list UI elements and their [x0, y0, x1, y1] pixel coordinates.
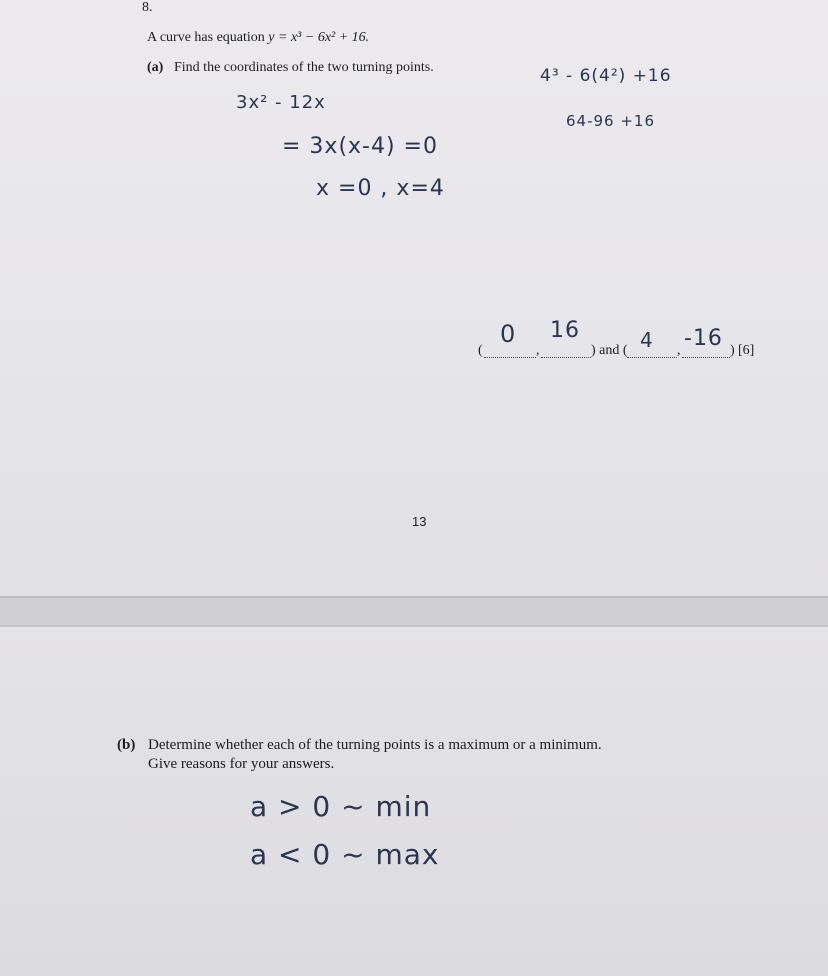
- question-intro: [147, 30, 369, 46]
- part-b-label: (b): [117, 737, 136, 753]
- hand-roots: x =0 , x=4: [316, 176, 445, 201]
- page-number: 13: [412, 514, 427, 529]
- answer-open-bracket: (: [478, 343, 483, 358]
- part-a-text: Find the coordinates of the two turning points.: [174, 60, 434, 75]
- answer-blank-x1: [484, 357, 536, 358]
- hand-b-minimum: a > 0 ~ min: [250, 790, 432, 823]
- hand-answer-y1: 16: [550, 318, 580, 343]
- hand-substitution: 4³ - 6(4²) +16: [540, 66, 672, 86]
- intro-text: A curve has equation: [147, 30, 269, 45]
- part-b-line-2: Give reasons for your answers.: [148, 756, 335, 772]
- answer-close-bracket: ): [730, 343, 735, 358]
- page-gap: [0, 596, 828, 626]
- hand-b-maximum: a < 0 ~ max: [250, 838, 440, 871]
- curve-equation: y = x³ − 6x² + 16.: [268, 30, 370, 45]
- answer-comma-2: ,: [677, 343, 681, 358]
- hand-evaluation: 64-96 +16: [566, 112, 656, 130]
- page-edge-bottom: [0, 625, 828, 627]
- hand-answer-x2: 4: [640, 328, 654, 352]
- answer-blank-x2: [627, 357, 677, 358]
- part-a-label: (a): [147, 60, 164, 75]
- answer-comma-1: ,: [536, 343, 540, 358]
- page-edge-top: [0, 596, 828, 598]
- answer-blank-y2: [682, 357, 730, 358]
- question-number: 8.: [142, 0, 153, 15]
- answer-and: ) and (: [591, 343, 628, 358]
- answer-blank-y1: [541, 357, 591, 358]
- hand-factorised: = 3x(x-4) =0: [282, 134, 438, 159]
- marks-label: [6]: [738, 343, 755, 358]
- hand-derivative: 3x² - 12x: [236, 92, 326, 113]
- hand-answer-x1: 0: [500, 320, 517, 348]
- hand-answer-y2: -16: [684, 326, 723, 351]
- part-b-line-1: Determine whether each of the turning points is a maximum or a minimum.: [148, 737, 602, 753]
